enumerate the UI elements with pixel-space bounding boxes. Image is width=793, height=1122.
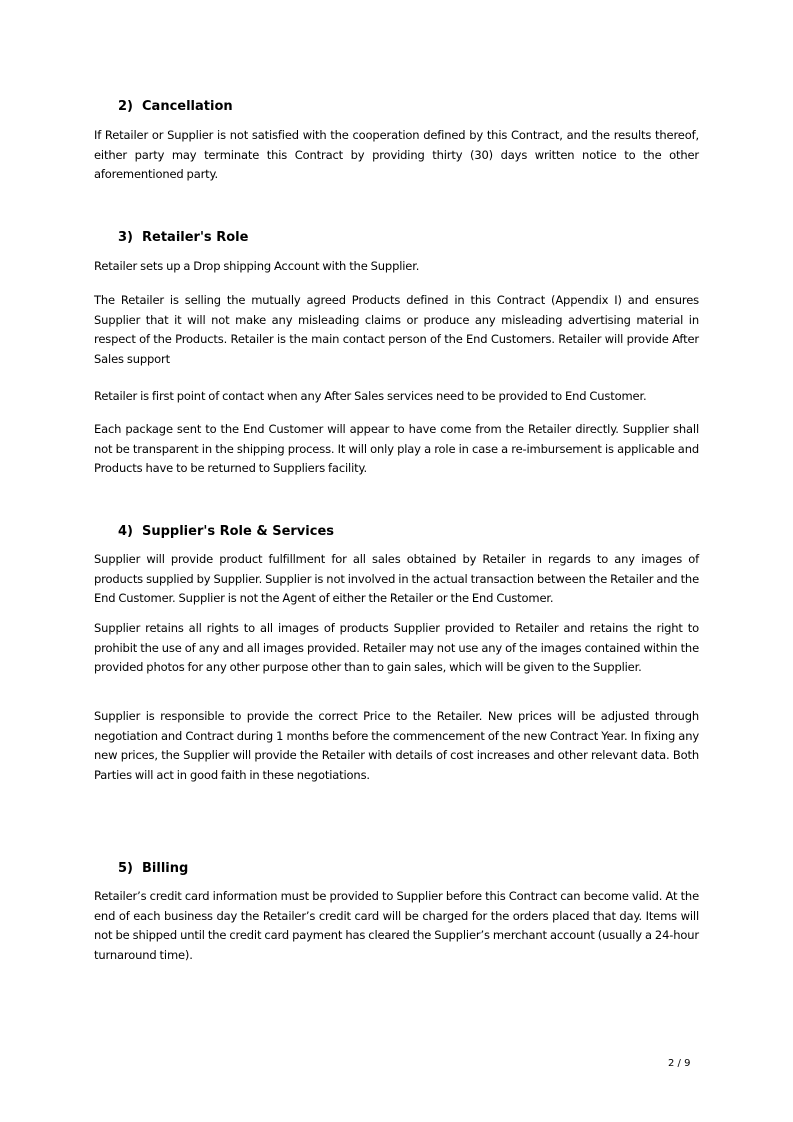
- section-heading-billing: [118, 859, 188, 878]
- section-number: 5): [118, 861, 133, 876]
- paragraph-retailer-contact: Retailer is first point of contact when any After Sales services need to be provided to End Customer.: [94, 389, 647, 403]
- paragraph-retailer-package: Each package sent to the End Customer will appear to have come from the Retailer directly. Supplier shall not be transparent in the shipping process. It will only play a role in case a re-imbursement is applicable and Products have to be returned to Suppliers facility.: [94, 422, 699, 475]
- paragraph-retailer-products: The Retailer is selling the mutually agreed Products defined in this Contract (Appendix I) and ensures Supplier that it will not make any misleading claims or produce any misleading advertising material in respect of the Products. Retailer is the main contact person of the End Customers. Retailer will provide After Sales support: [94, 293, 699, 366]
- section-title: Supplier's Role & Services: [142, 524, 334, 539]
- paragraph-supplier-fulfillment: Supplier will provide product fulfillment for all sales obtained by Retailer in regards to any images of products supplied by Supplier. Supplier is not involved in the actual transaction between the Retailer and the End Customer. Supplier is not the Agent of either the Retailer or the End Customer.: [94, 552, 699, 605]
- section-number: 2): [118, 99, 133, 114]
- section-heading-cancellation: [118, 97, 233, 116]
- paragraph-supplier-images: Supplier retains all rights to all images of products Supplier provided to Retailer and retains the right to prohibit the use of any and all images provided. Retailer may not use any of the images contained within the provided photos for any other purpose other than to gain sales, which will be given to the Supplier.: [94, 621, 699, 674]
- paragraph-billing: Retailer’s credit card information must be provided to Supplier before this Contract can become valid. At the end of each business day the Retailer’s credit card will be charged for the orders placed that day. Items will not be shipped until the credit card payment has cleared the Supplier’s merchant account (usually a 24-hour turnaround time).: [94, 889, 699, 962]
- page-number: 2 / 9: [668, 1058, 691, 1069]
- section-title: Cancellation: [142, 99, 233, 114]
- section-title: Retailer's Role: [142, 230, 249, 245]
- paragraph-supplier-price: Supplier is responsible to provide the correct Price to the Retailer. New prices will be adjusted through negotiation and Contract during 1 months before the commencement of the new Contract Year. In fixing any new prices, the Supplier will provide the Retailer with details of cost increases and other relevant data. Both Parties will act in good faith in these negotiations.: [94, 709, 699, 782]
- paragraph-retailer-account: Retailer sets up a Drop shipping Account with the Supplier.: [94, 259, 420, 273]
- section-heading-suppliers-role: [118, 522, 334, 541]
- section-heading-retailers-role: [118, 228, 248, 247]
- section-number: 4): [118, 524, 133, 539]
- section-title: Billing: [142, 861, 189, 876]
- paragraph-cancellation: If Retailer or Supplier is not satisfied with the cooperation defined by this Contract, and the results thereof, either party may terminate this Contract by providing thirty (30) days written notice to the other aforementioned party.: [94, 128, 699, 181]
- section-number: 3): [118, 230, 133, 245]
